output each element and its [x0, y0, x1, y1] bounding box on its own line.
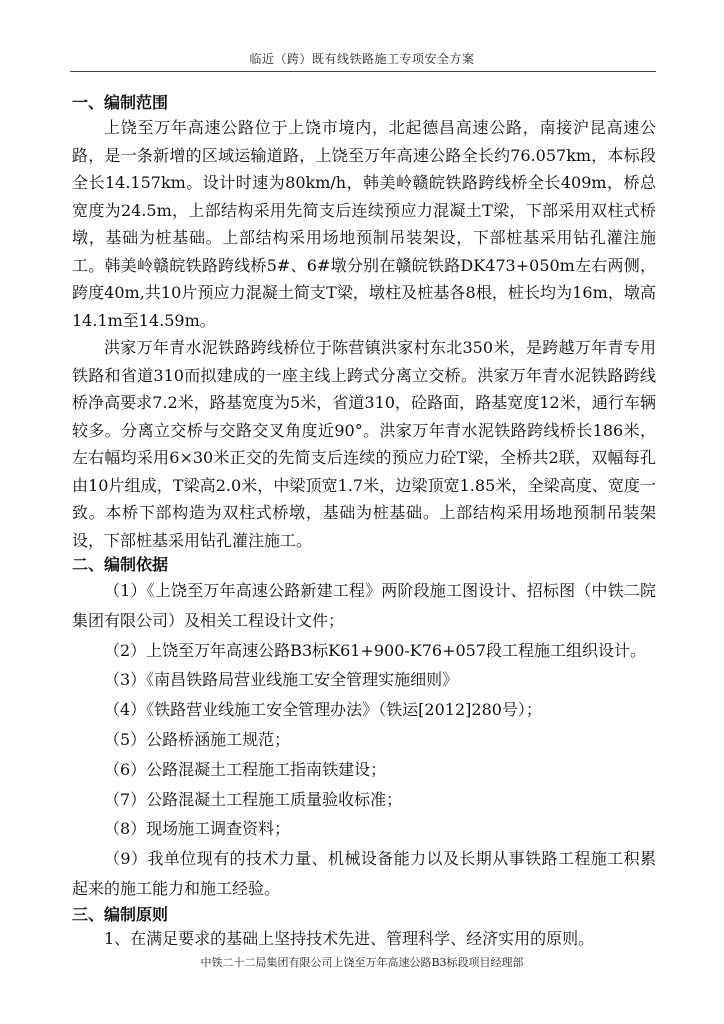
list-item: （3）《南昌铁路局营业线施工安全管理实施细则》: [104, 670, 459, 690]
list-item: （8）现场施工调查资料；: [104, 819, 291, 839]
list-item: （2）上饶至万年高速公路B3标K61+900-K76+057段工程施工组织设计。: [104, 640, 647, 660]
page-footer: 中铁二十二局集团有限公司上饶至万年高速公路B3标段项目经理部: [200, 956, 524, 969]
list-item: （5）公路桥涵施工规范；: [104, 729, 291, 749]
page-header: 临近（跨）既有线铁路施工专项安全方案: [249, 52, 475, 66]
document-body: [72, 92, 656, 952]
list-item: （7）公路混凝土工程施工质量验收标准；: [104, 789, 403, 809]
section-heading-principles: 三、编制原则: [72, 904, 169, 924]
list-item: 1、在满足要求的基础上坚持技术先进、管理科学、经济实用的原则。: [104, 928, 595, 948]
section-basis: [72, 576, 656, 904]
list-item: （4）《铁路营业线施工安全管理办法》（铁运[2012]280号）；: [104, 700, 542, 720]
list-item: （9）我单位现有的技术力量、机械设备能力以及长期从事铁路工程施工积累起来的施工能力和施工经验。: [72, 849, 656, 898]
list-item: （1）《上饶至万年高速公路新建工程》两阶段施工图设计、招标图（中铁二院集团有限公司）及相关工程设计文件；: [72, 581, 656, 630]
section-scope: [72, 114, 656, 554]
section-heading-scope: 一、编制范围: [72, 93, 169, 112]
header-rule: [70, 71, 656, 72]
list-item: （6）公路混凝土工程施工指南铁建设；: [104, 759, 387, 779]
paragraph: 洪家万年青水泥铁路跨线桥位于陈营镇洪家村东北350米，是跨越万年青专用铁路和省道310而拟建成的一座主线上跨式分离立交桥。洪家万年青水泥铁路跨线桥净高要求7.2米，路基宽度为5米，省道310，砼路面，路基宽度12米，通行车辆较多。分离立交桥与交路交叉角度近90°。洪家万年青水泥铁路跨线桥长186米，左右幅均采用6×30米正交的先简支后连续的预应力砼T梁，全桥共2联，双幅每孔由10片组成，T梁高2.0米，中梁顶宽1.7米，边梁顶宽1.85米，全梁高度、宽度一致。本桥下部构造为双柱式桥墩，基础为桩基础。上部结构采用场地预制吊装架设，下部桩基采用钻孔灌注施工。: [72, 338, 656, 550]
paragraph: 上饶至万年高速公路位于上饶市境内，北起德昌高速公路，南接沪昆高速公路，是一条新增的区域运输道路，上饶至万年高速公路全长约76.057km，本标段全长14.157km。设计时速为80km/h，韩美岭赣皖铁路跨线桥全长409m，桥总宽度为24.5m，上部结构采用先简支后连续预应力混凝土T梁，下部采用双柱式桥墩，基础为桩基础。上部结构采用场地预制吊装架设，下部桩基采用钻孔灌注施工。韩美岭赣皖铁路跨线桥5#、6#墩分别在赣皖铁路DK473+050m左右两侧，跨度40m,共10片预应力混凝土简支T梁，墩柱及桩基各8根，桩长均为16m，墩高14.1m至14.59m。: [72, 118, 656, 330]
section-principles: [72, 926, 656, 952]
section-heading-basis: 二、编制依据: [72, 555, 169, 574]
